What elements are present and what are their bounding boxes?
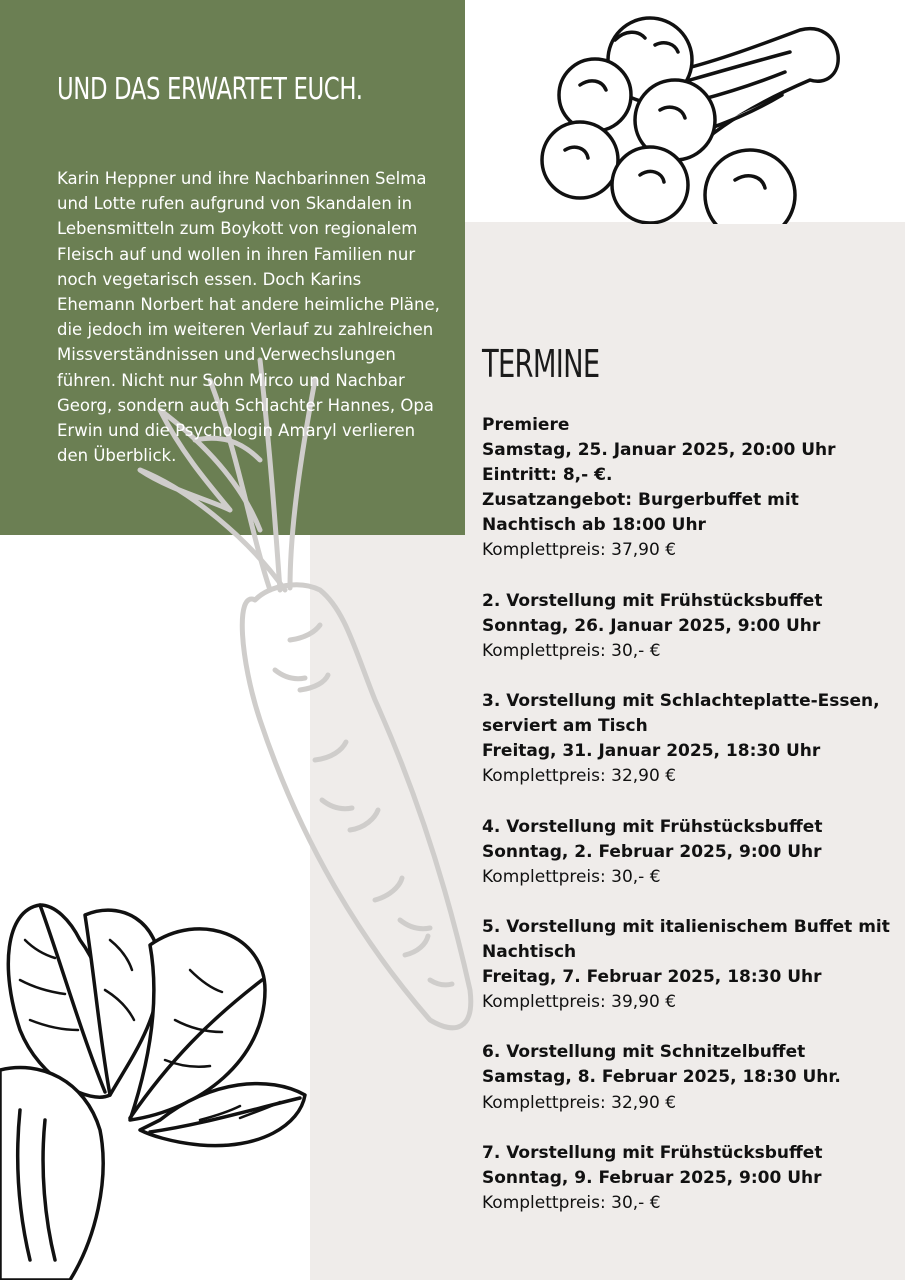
event-premiere	[482, 413, 892, 564]
event-line: Freitag, 31. Januar 2025, 18:30 Uhr	[482, 741, 821, 762]
event-price: Komplettpreis: 39,90 €	[482, 992, 677, 1013]
event-line: Sonntag, 26. Januar 2025, 9:00 Uhr	[482, 615, 821, 636]
event-line: Samstag, 25. Januar 2025, 20:00 Uhr	[482, 440, 836, 461]
event-line: Zusatzangebot: Burgerbuffet mit Nachtisch ab 18:00 Uhr	[482, 490, 799, 536]
event-line: Sonntag, 2. Februar 2025, 9:00 Uhr	[482, 841, 822, 862]
event-price: Komplettpreis: 32,90 €	[482, 766, 677, 787]
event-price: Komplettpreis: 30,- €	[482, 640, 661, 661]
event-line: 5. Vorstellung mit italienischem Buffet mit Nachtisch	[482, 916, 890, 962]
event-2	[482, 589, 892, 664]
event-list	[482, 413, 892, 1241]
event-price: Komplettpreis: 37,90 €	[482, 540, 677, 561]
event-7	[482, 1141, 892, 1216]
event-line: Sonntag, 9. Februar 2025, 9:00 Uhr	[482, 1167, 822, 1188]
event-line: 6. Vorstellung mit Schnitzelbuffet	[482, 1042, 806, 1063]
cauliflower-illustration	[520, 0, 850, 224]
event-5	[482, 915, 892, 1015]
beet-illustration	[0, 880, 320, 1280]
page-headline: UND DAS ERWARTET EUCH.	[57, 72, 363, 107]
event-line: 4. Vorstellung mit Frühstücksbuffet	[482, 816, 823, 837]
event-line: 2. Vorstellung mit Frühstücksbuffet	[482, 590, 823, 611]
event-price: Komplettpreis: 32,90 €	[482, 1092, 677, 1113]
intro-text: Karin Heppner und ihre Nachbarinnen Selma und Lotte rufen aufgrund von Skandalen in Lebensmitteln zum Boykott von regionalem Fleisch auf und wollen in ihren Familien nur noch vegetarisch essen. Doch Karins Ehemann Norbert hat andere heimliche Pläne, die jedoch im weiteren Verlauf zu zahlreichen Missverständnissen und Verwechslungen führen. Nicht nur Sohn Mirco und Nachbar Georg, sondern auch Schlachter Hannes, Opa Erwin und die Psychologin Amaryl verlieren den Überblick.	[57, 169, 440, 466]
event-6	[482, 1040, 892, 1115]
event-line: Samstag, 8. Februar 2025, 18:30 Uhr.	[482, 1067, 841, 1088]
event-4	[482, 815, 892, 890]
event-line: Eintritt: 8,- €.	[482, 465, 613, 486]
event-line: Freitag, 7. Februar 2025, 18:30 Uhr	[482, 967, 822, 988]
event-price: Komplettpreis: 30,- €	[482, 866, 661, 887]
event-line: Premiere	[482, 415, 570, 435]
event-3	[482, 689, 892, 789]
event-line: 3. Vorstellung mit Schlachteplatte-Essen, serviert am Tisch	[482, 691, 880, 737]
event-line: 7. Vorstellung mit Frühstücksbuffet	[482, 1142, 823, 1163]
event-price: Komplettpreis: 30,- €	[482, 1192, 661, 1213]
termine-heading: TERMINE	[482, 342, 600, 386]
